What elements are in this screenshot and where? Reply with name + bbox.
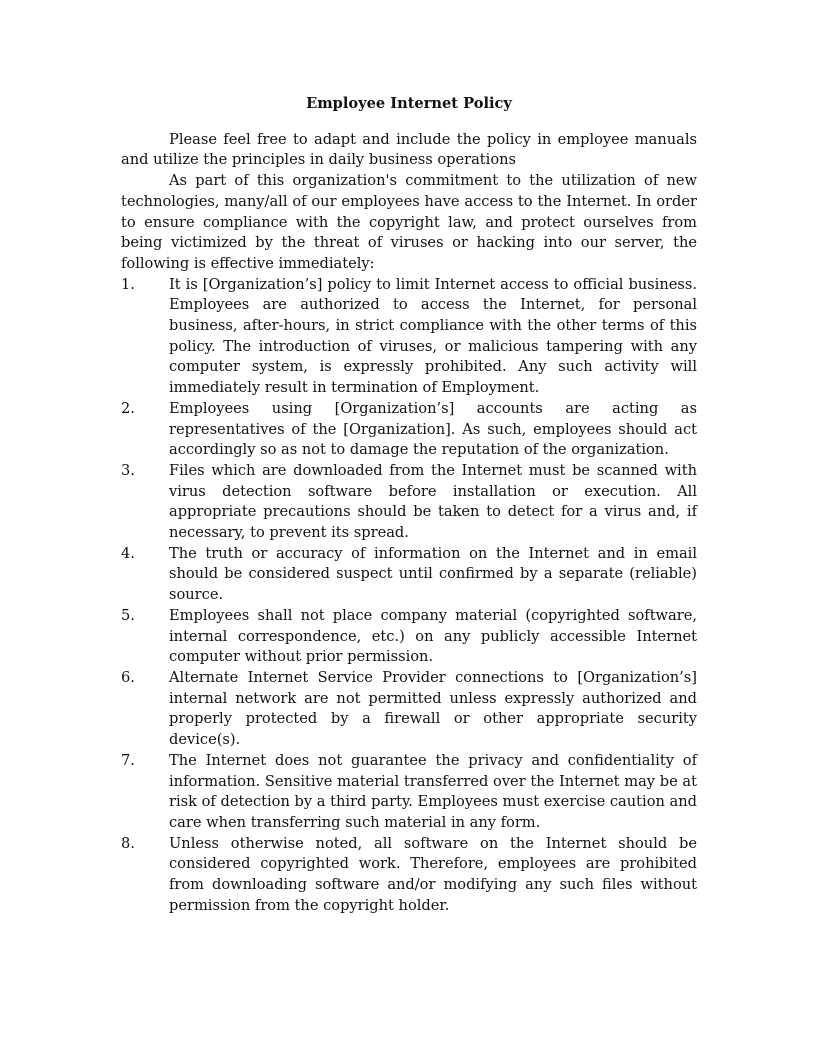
list-item <box>121 275 697 399</box>
list-item-text: The truth or accuracy of information on the Internet and in email should be considered suspect until confirmed by a separate (reliable) source. <box>169 544 697 604</box>
list-item-number: 7. <box>121 751 135 769</box>
list-item-text: Unless otherwise noted, all software on the Internet should be considered copyrighted work. Therefore, employees are prohibited from downloading software and/or modifying any such files without permission from the copyright holder. <box>169 834 697 914</box>
list-item-text: Files which are downloaded from the Internet must be scanned with virus detection software before installation or execution. All appropriate precautions should be taken to detect for a virus and, if necessary, to prevent its spread. <box>169 461 697 542</box>
list-item-number: 5. <box>121 606 135 624</box>
list-item-text: The Internet does not guarantee the privacy and confidentiality of information. Sensitive material transferred over the Internet may be at risk of detection by a third party. Employees must exercise caution and care when transferring such material in any form. <box>169 751 697 831</box>
list-item-text: Employees using [Organization’s] accounts are acting as representatives of the [Organization]. As such, employees should act accordingly so as not to damage the reputation of the organization. <box>169 399 697 459</box>
list-item <box>121 461 697 544</box>
list-item <box>121 751 697 834</box>
list-item-number: 3. <box>121 461 135 479</box>
list-item <box>121 544 697 606</box>
list-item-text: Alternate Internet Service Provider connections to [Organization’s] internal network are not permitted unless expressly authorized and properly protected by a firewall or other appropriate security device(s). <box>169 668 697 749</box>
policy-list <box>121 275 697 917</box>
list-item-number: 2. <box>121 399 135 417</box>
list-item-number: 4. <box>121 544 135 562</box>
list-item <box>121 399 697 461</box>
document-page <box>121 94 697 916</box>
list-item <box>121 668 697 751</box>
list-item <box>121 834 697 917</box>
list-item-text: Employees shall not place company material (copyrighted software, internal correspondence, etc.) on any publicly accessible Internet computer without prior permission. <box>169 606 697 666</box>
list-item <box>121 606 697 668</box>
list-item-number: 8. <box>121 834 135 852</box>
list-item-number: 6. <box>121 668 135 686</box>
intro-paragraph: As part of this organization's commitment to the utilization of new technologies, many/all of our employees have access to the Internet. In order to ensure compliance with the copyright law, and protect ourselves from being victimized by the threat of viruses or hacking into our server, the following is effective immediately: <box>121 172 697 272</box>
list-item-text: It is [Organization’s] policy to limit Internet access to official business. Employees are authorized to access the Internet, for personal business, after-hours, in strict compliance with the other terms of this policy. The introduction of viruses, or malicious tampering with any computer system, is expressly prohibited. Any such activity will immediately result in termination of Employment. <box>169 275 697 397</box>
intro-paragraph: Please feel free to adapt and include the policy in employee manuals and utilize the principles in daily business operations <box>121 130 697 169</box>
document-title: Employee Internet Policy <box>306 95 512 112</box>
list-item-number: 1. <box>121 275 135 293</box>
